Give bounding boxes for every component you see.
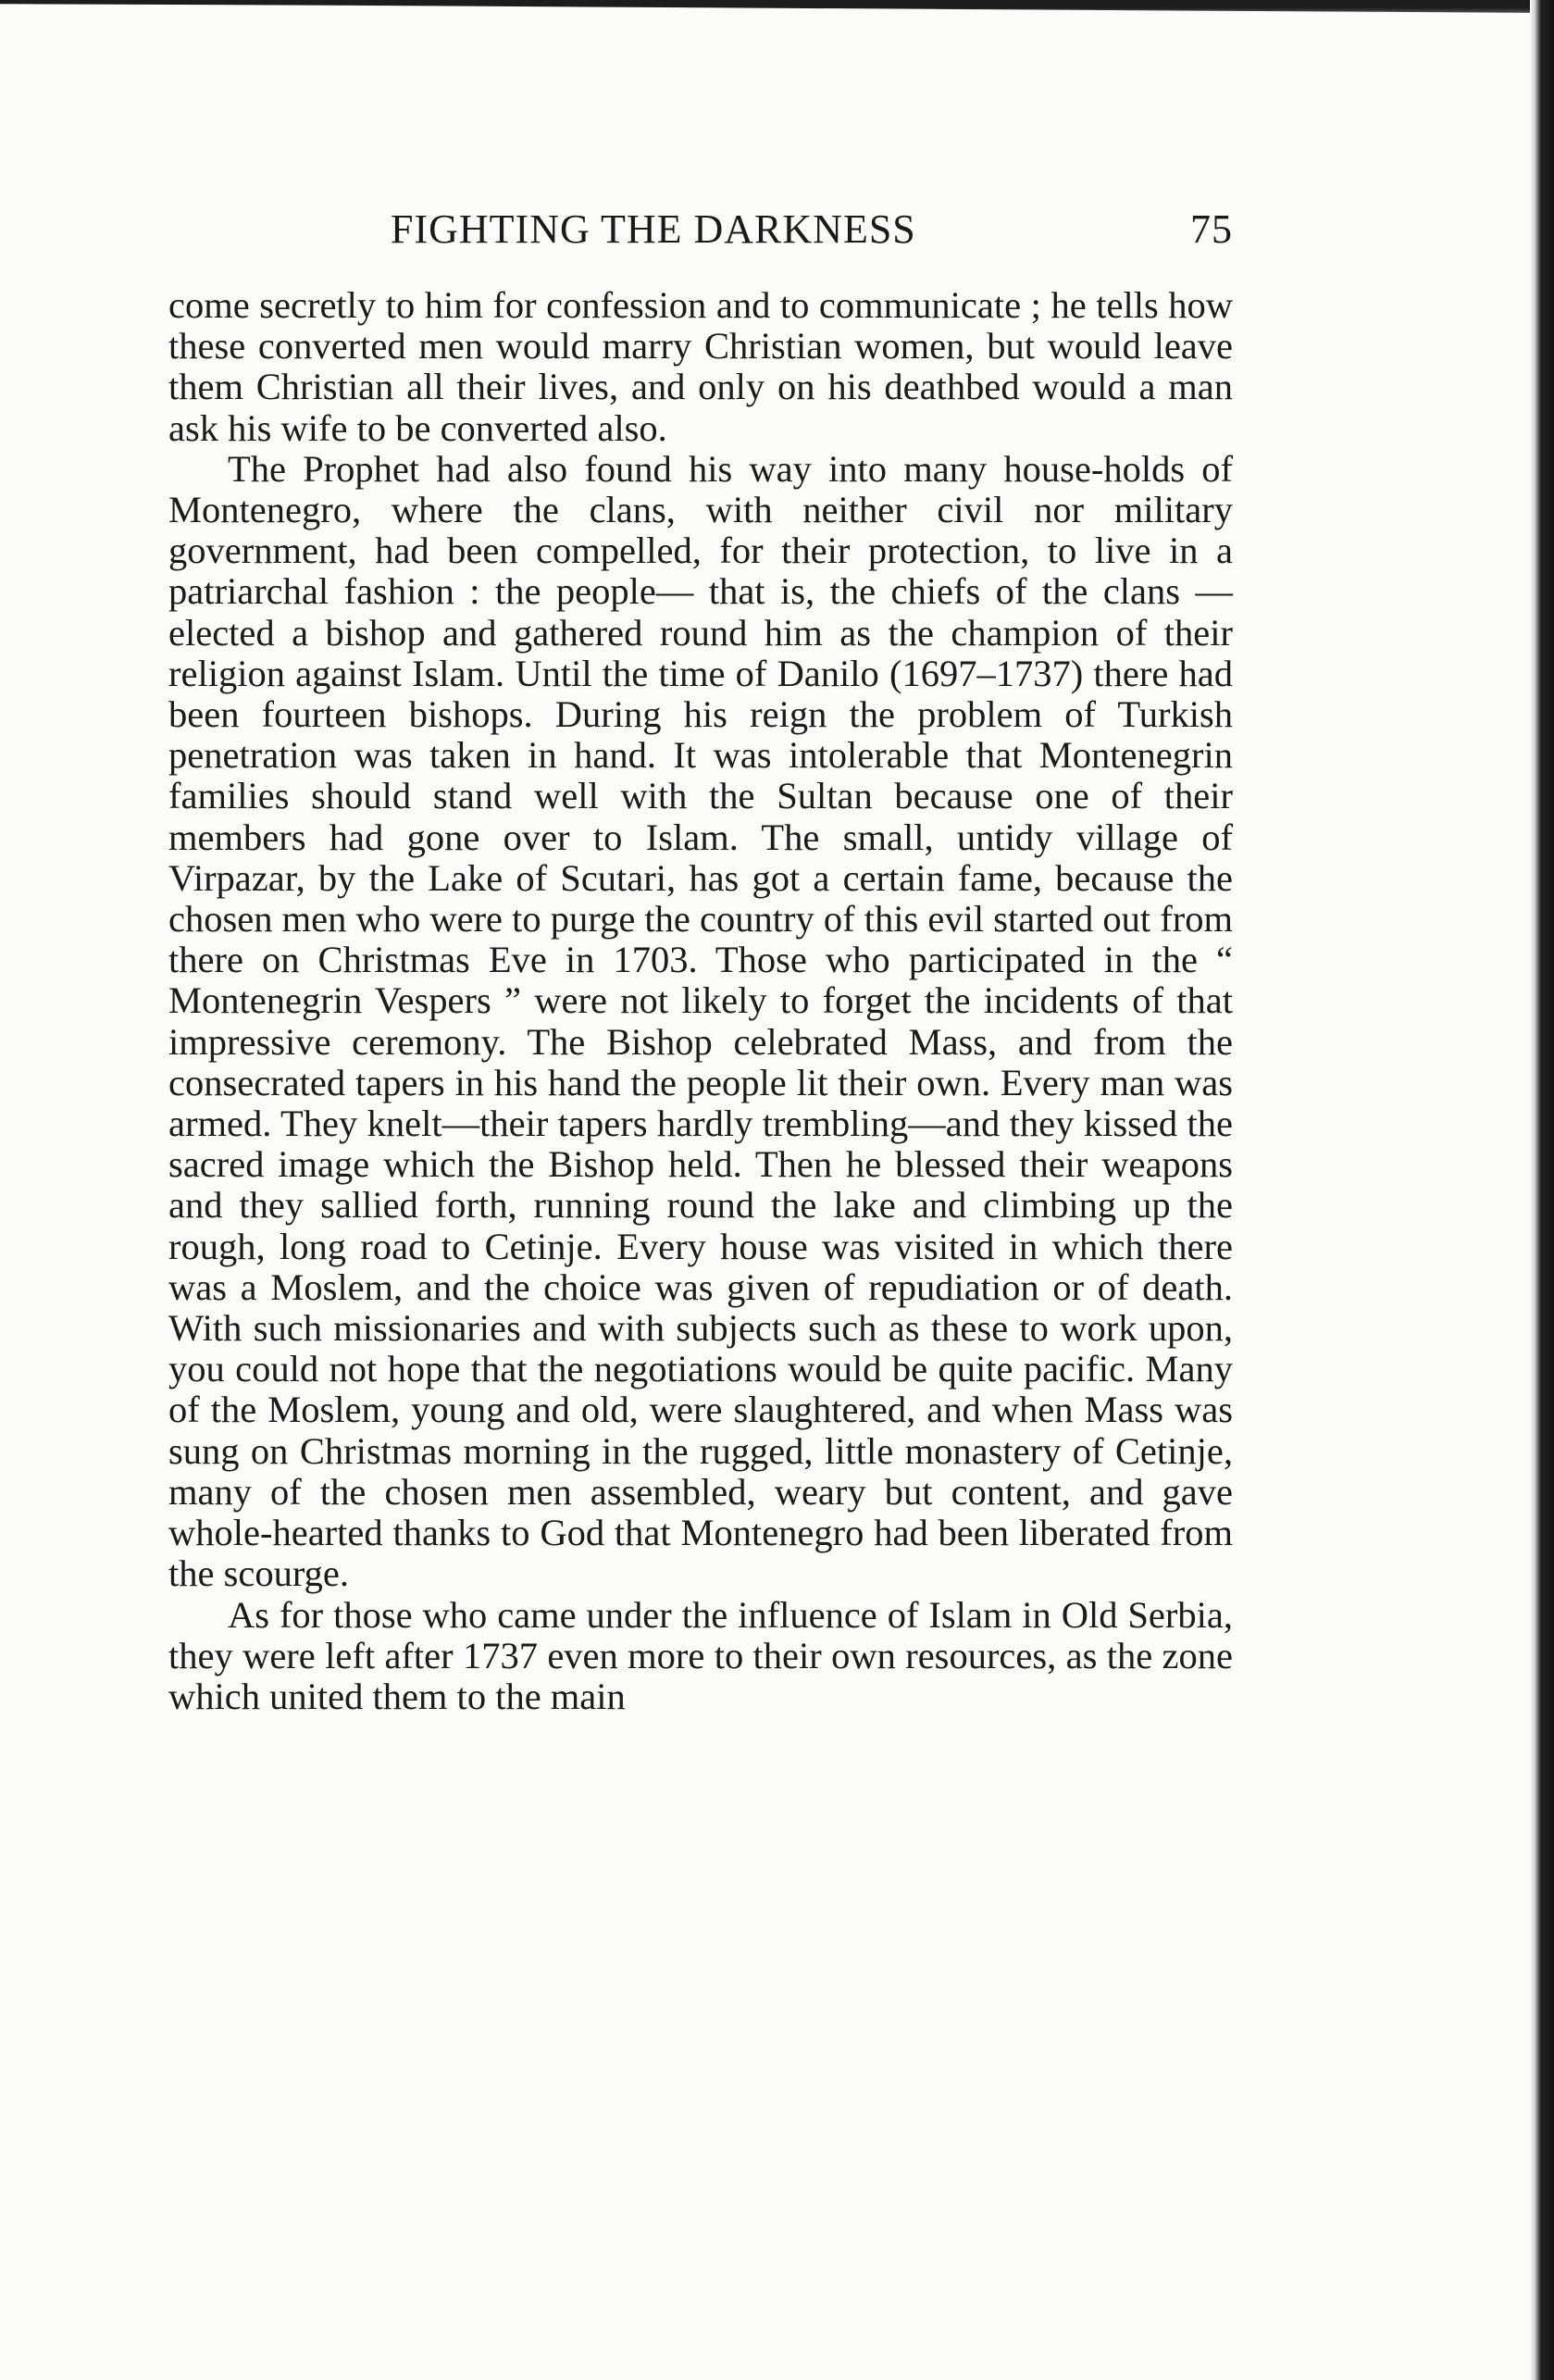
page-header — [168, 206, 1233, 257]
paragraph-continued: come secretly to him for confession and to communicate ; he tells how these converted men would marry Christian women, but would leave them Christian all their lives, and only on his deathbed would a man ask his wife to be converted also. — [168, 284, 1233, 449]
paragraph-montenegro: The Prophet had also found his way into many house-holds of Montenegro, where the clans, with neither civil nor military government, had been compelled, for their protection, to live in a patriarchal fashion : the people— that is, the chiefs of the clans — elected a bishop and gathered round him as the champion of their religion against Islam. Until the time of Danilo (1697–1737) there had been fourteen bishops. During his reign the problem of Turkish penetration was taken in hand. It was intolerable that Montenegrin families should stand well with the Sultan because one of their members had gone over to Islam. The small, untidy village of Virpazar, by the Lake of Scutari, has got a certain fame, because the chosen men who were to purge the country of this evil started out from there on Christmas Eve in 1703. Those who participated in the “ Montenegrin Vespers ” were not likely to forget the incidents of that impressive ceremony. The Bishop celebrated Mass, and from the consecrated tapers in his hand the people lit their own. Every man was armed. They knelt—their tapers hardly trembling—and they kissed the sacred image which the Bishop held. Then he blessed their weapons and they sallied forth, running round the lake and climbing up the rough, long road to Cetinje. Every house was visited in which there was a Moslem, and the choice was given of repudiation or of death. With such missionaries and with subjects such as these to work upon, you could not hope that the negotiations would be quite pacific. Many of the Moslem, young and old, were slaughtered, and when Mass was sung on Christmas morning in the rugged, little monastery of Cetinje, many of the chosen men assembled, weary but content, and gave whole-hearted thanks to God that Montenegro had been liberated from the scourge. — [168, 447, 1233, 1595]
body-text — [168, 285, 1233, 1717]
paragraph-old-serbia: As for those who came under the influence of Islam in Old Serbia, they were left after 1737 even more to their own resources, as the zone which united them to the main — [168, 1593, 1233, 1717]
running-title: FIGHTING THE DARKNESS — [391, 206, 916, 252]
scan-edge-top — [0, 0, 1554, 13]
page-number: 75 — [1190, 206, 1233, 252]
scan-edge-right — [1530, 0, 1554, 2380]
